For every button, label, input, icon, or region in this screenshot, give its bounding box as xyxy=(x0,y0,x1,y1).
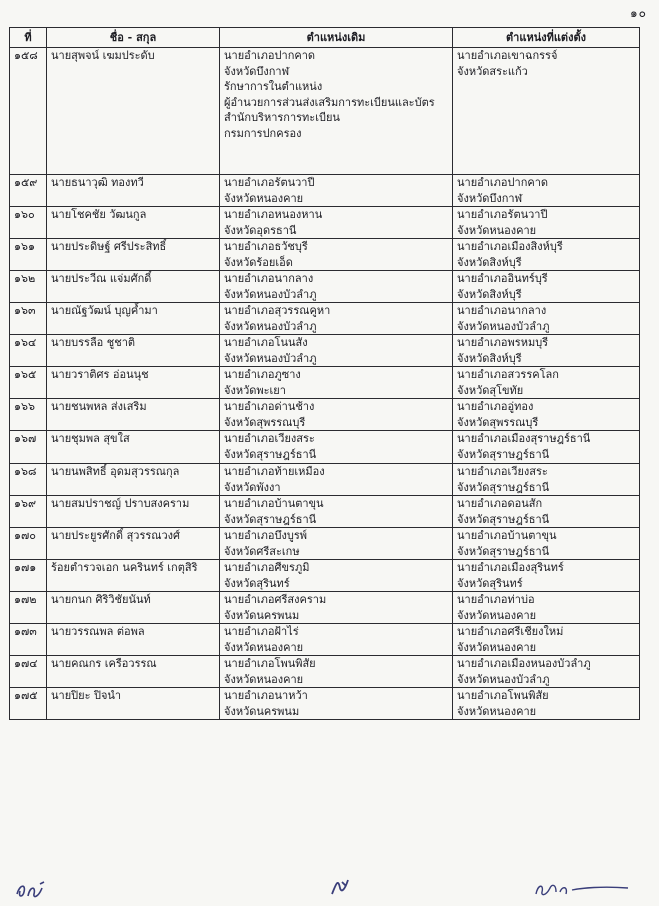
new-position-cell xyxy=(453,399,640,431)
new-position-line: นายอำเภอปากคาด xyxy=(457,176,549,189)
new-position-line: จังหวัดสุพรรณบุรี xyxy=(457,415,539,429)
table-row xyxy=(10,48,640,175)
person-name: นายประยูรศักดิ์ สุวรรณวงศ์ xyxy=(47,528,220,560)
old-position-line: จังหวัดพังงา xyxy=(224,480,281,494)
new-position-line: จังหวัดหนองคาย xyxy=(457,640,537,654)
person-name: นายคณกร เครือวรรณ xyxy=(47,656,220,688)
old-position-line: จังหวัดร้อยเอ็ด xyxy=(224,255,293,269)
person-name: นายชุมพล สุขใส xyxy=(47,431,220,464)
old-position-cell xyxy=(220,48,453,175)
row-number: ๑๗๒ xyxy=(10,592,47,624)
row-number: ๑๖๗ xyxy=(10,431,47,464)
old-position-line: นายอำเภอปากคาด xyxy=(224,49,316,62)
row-number: ๑๕๙ xyxy=(10,175,47,207)
new-position-line: นายอำเภอเมืองสุรินทร์ xyxy=(457,561,564,574)
old-position-line: นายอำเภอด่านช้าง xyxy=(224,400,315,413)
old-position-cell xyxy=(220,656,453,688)
new-position-line: จังหวัดหนองบัวลำภู xyxy=(457,319,550,333)
new-position-line: จังหวัดสุราษฎร์ธานี xyxy=(457,512,550,526)
new-position-cell xyxy=(453,624,640,656)
new-position-cell xyxy=(453,271,640,303)
initials-signature-left xyxy=(14,878,50,902)
old-position-cell xyxy=(220,335,453,367)
old-position-line: จังหวัดหนองคาย xyxy=(224,191,304,205)
old-position-cell xyxy=(220,431,453,464)
new-position-cell xyxy=(453,367,640,399)
table-row xyxy=(10,335,640,367)
new-position-cell xyxy=(453,688,640,720)
old-position-line: จังหวัดสุรินทร์ xyxy=(224,576,290,590)
person-name: นายชนพหล ส่งเสริม xyxy=(47,399,220,431)
new-position-line: จังหวัดหนองบัวลำภู xyxy=(457,672,550,686)
table-body xyxy=(10,48,640,720)
new-position-cell xyxy=(453,48,640,175)
new-position-line: จังหวัดบึงกาฬ xyxy=(457,191,523,205)
new-position-line: จังหวัดหนองคาย xyxy=(457,223,537,237)
initials-signature-middle xyxy=(328,874,352,898)
old-position-line: จังหวัดพะเยา xyxy=(224,383,286,397)
new-position-line: นายอำเภอนากลาง xyxy=(457,304,547,317)
row-number: ๑๕๘ xyxy=(10,48,47,175)
old-position-line: นายอำเภอโนนสัง xyxy=(224,336,308,349)
new-position-line: นายอำเภอบ้านตาขุน xyxy=(457,529,557,542)
new-position-line: นายอำเภอศรีเชียงใหม่ xyxy=(457,625,564,638)
table-row xyxy=(10,560,640,592)
new-position-cell xyxy=(453,335,640,367)
table-row xyxy=(10,399,640,431)
table-row xyxy=(10,207,640,239)
old-position-line: ผู้อำนวยการส่วนส่งเสริมการทะเบียนและบัตร xyxy=(224,95,435,109)
table-row xyxy=(10,303,640,335)
table-row xyxy=(10,367,640,399)
new-position-line: นายอำเภอเมืองสุราษฎร์ธานี xyxy=(457,432,591,445)
old-position-line: นายอำเภอศีขรภูมิ xyxy=(224,561,310,574)
table-row xyxy=(10,175,640,207)
old-position-cell xyxy=(220,303,453,335)
row-number: ๑๖๒ xyxy=(10,271,47,303)
person-name: นายวรรณพล ต่อพล xyxy=(47,624,220,656)
header-old-position: ตำแหน่งเดิม xyxy=(220,28,453,48)
new-position-line: นายอำเภอเขาฉกรรจ์ xyxy=(457,49,558,62)
old-position-line: นายอำเภอหนองหาน xyxy=(224,208,323,221)
old-position-line: จังหวัดหนองบัวลำภู xyxy=(224,287,317,301)
person-name: นายวราติศร อ่อนนุช xyxy=(47,367,220,399)
new-position-line: นายอำเภอดอนสัก xyxy=(457,497,543,510)
old-position-cell xyxy=(220,624,453,656)
header-no: ที่ xyxy=(10,28,47,48)
table-row xyxy=(10,688,640,720)
old-position-cell xyxy=(220,464,453,496)
new-position-cell xyxy=(453,431,640,464)
old-position-line: จังหวัดสุราษฎร์ธานี xyxy=(224,447,317,461)
table-row xyxy=(10,496,640,528)
new-position-line: นายอำเภอรัตนวาปี xyxy=(457,208,548,221)
new-position-cell xyxy=(453,528,640,560)
old-position-cell xyxy=(220,592,453,624)
old-position-line: จังหวัดอุดรธานี xyxy=(224,223,297,237)
table-row xyxy=(10,271,640,303)
old-position-line: จังหวัดหนองบัวลำภู xyxy=(224,319,317,333)
new-position-line: นายอำเภอสวรรคโลก xyxy=(457,368,559,381)
new-position-line: จังหวัดสิงห์บุรี xyxy=(457,255,522,269)
old-position-cell xyxy=(220,399,453,431)
table-row xyxy=(10,239,640,271)
new-position-line: จังหวัดสุราษฎร์ธานี xyxy=(457,480,550,494)
old-position-line: จังหวัดนครพนม xyxy=(224,704,300,718)
old-position-line: จังหวัดสุพรรณบุรี xyxy=(224,415,306,429)
person-name: นายสุพจน์ เฆมประดับ xyxy=(47,48,220,175)
old-position-line: นายอำเภอรัตนวาปี xyxy=(224,176,315,189)
new-position-line: จังหวัดสิงห์บุรี xyxy=(457,351,522,365)
new-position-cell xyxy=(453,592,640,624)
row-number: ๑๖๓ xyxy=(10,303,47,335)
old-position-cell xyxy=(220,528,453,560)
row-number: ๑๖๔ xyxy=(10,335,47,367)
person-name: นายบรรลือ ชูชาติ xyxy=(47,335,220,367)
old-position-cell xyxy=(220,560,453,592)
person-name: นายประวีณ แจ่มศักดิ์ xyxy=(47,271,220,303)
row-number: ๑๖๘ xyxy=(10,464,47,496)
table-row xyxy=(10,624,640,656)
new-position-line: นายอำเภอเวียงสระ xyxy=(457,465,548,478)
old-position-line: จังหวัดหนองคาย xyxy=(224,640,304,654)
new-position-cell xyxy=(453,239,640,271)
appointment-table xyxy=(9,27,640,720)
person-name: นายนพสิทธิ์ อุดมสุวรรณกุล xyxy=(47,464,220,496)
new-position-line: นายอำเภอท่าบ่อ xyxy=(457,593,535,606)
new-position-line: จังหวัดสระแก้ว xyxy=(457,64,528,78)
old-position-line: รักษาการในตำแหน่ง xyxy=(224,80,323,93)
old-position-line: สำนักบริหารการทะเบียน xyxy=(224,111,340,124)
row-number: ๑๗๔ xyxy=(10,656,47,688)
new-position-line: นายอำเภอโพนพิสัย xyxy=(457,689,549,702)
old-position-cell xyxy=(220,271,453,303)
new-position-line: จังหวัดหนองคาย xyxy=(457,704,537,718)
old-position-line: จังหวัดบึงกาฬ xyxy=(224,64,290,78)
new-position-cell xyxy=(453,303,640,335)
old-position-cell xyxy=(220,496,453,528)
row-number: ๑๗๐ xyxy=(10,528,47,560)
new-position-cell xyxy=(453,464,640,496)
row-number: ๑๖๖ xyxy=(10,399,47,431)
old-position-cell xyxy=(220,207,453,239)
old-position-line: นายอำเภอศรีสงคราม xyxy=(224,593,327,606)
old-position-line: นายอำเภอสุวรรณคูหา xyxy=(224,304,331,317)
old-position-line: นายอำเภอเวียงสระ xyxy=(224,432,315,445)
table-header-row xyxy=(10,28,640,48)
table-row xyxy=(10,592,640,624)
old-position-line: นายอำเภอภูซาง xyxy=(224,368,301,381)
table-row xyxy=(10,464,640,496)
person-name: นายกนก ศิริวิชัยนันท์ xyxy=(47,592,220,624)
table-row xyxy=(10,656,640,688)
person-name: นายธนาวุฒิ ทองทวี xyxy=(47,175,220,207)
table-row xyxy=(10,528,640,560)
new-position-cell xyxy=(453,560,640,592)
row-number: ๑๗๑ xyxy=(10,560,47,592)
new-position-line: นายอำเภออู่ทอง xyxy=(457,400,534,413)
new-position-line: นายอำเภออินทร์บุรี xyxy=(457,272,548,285)
new-position-cell xyxy=(453,207,640,239)
old-position-line: นายอำเภอนาหว้า xyxy=(224,689,308,702)
old-position-cell xyxy=(220,367,453,399)
old-position-line: จังหวัดหนองบัวลำภู xyxy=(224,351,317,365)
old-position-line: จังหวัดศรีสะเกษ xyxy=(224,544,300,558)
row-number: ๑๖๕ xyxy=(10,367,47,399)
old-position-cell xyxy=(220,688,453,720)
page-number: ๑๐ xyxy=(630,6,647,20)
old-position-line: นายอำเภอบึงบูรพ์ xyxy=(224,529,308,542)
person-name: นายโชคชัย วัฒนกูล xyxy=(47,207,220,239)
old-position-cell xyxy=(220,175,453,207)
old-position-line: นายอำเภอธวัชบุรี xyxy=(224,240,308,253)
old-position-line: นายอำเภอท้ายเหมือง xyxy=(224,465,325,478)
person-name: นายปิยะ ปิจนำ xyxy=(47,688,220,720)
row-number: ๑๖๐ xyxy=(10,207,47,239)
new-position-cell xyxy=(453,496,640,528)
new-position-cell xyxy=(453,656,640,688)
header-new-position: ตำแหน่งที่แต่งตั้ง xyxy=(453,28,640,48)
old-position-cell xyxy=(220,239,453,271)
new-position-line: จังหวัดสุราษฎร์ธานี xyxy=(457,447,550,461)
new-position-line: จังหวัดสุราษฎร์ธานี xyxy=(457,544,550,558)
old-position-line: นายอำเภอนากลาง xyxy=(224,272,314,285)
row-number: ๑๗๓ xyxy=(10,624,47,656)
row-number: ๑๖๙ xyxy=(10,496,47,528)
old-position-line: จังหวัดนครพนม xyxy=(224,608,300,622)
old-position-line: นายอำเภอฝ้าไร่ xyxy=(224,625,299,638)
row-number: ๑๖๑ xyxy=(10,239,47,271)
person-name: ร้อยตำรวจเอก นครินทร์ เกตุสิริ xyxy=(47,560,220,592)
old-position-line: นายอำเภอโพนพิสัย xyxy=(224,657,316,670)
new-position-line: จังหวัดสุโขทัย xyxy=(457,383,524,397)
old-position-line: จังหวัดหนองคาย xyxy=(224,672,304,686)
new-position-line: จังหวัดสุรินทร์ xyxy=(457,576,523,590)
person-name: นายสมปราชญ์ ปราบสงคราม xyxy=(47,496,220,528)
table-row xyxy=(10,431,640,464)
header-name: ชื่อ - สกุล xyxy=(47,28,220,48)
new-position-line: นายอำเภอพรหมบุรี xyxy=(457,336,549,349)
new-position-cell xyxy=(453,175,640,207)
old-position-line: นายอำเภอบ้านตาขุน xyxy=(224,497,324,510)
new-position-line: นายอำเภอเมืองสิงห์บุรี xyxy=(457,240,563,253)
initials-signature-right xyxy=(532,876,632,902)
new-position-line: นายอำเภอเมืองหนองบัวลำภู xyxy=(457,657,591,670)
old-position-line: กรมการปกครอง xyxy=(224,126,302,140)
new-position-line: จังหวัดหนองคาย xyxy=(457,608,537,622)
row-number: ๑๗๕ xyxy=(10,688,47,720)
person-name: นายประดิษฐ์ ศรีประสิทธิ์ xyxy=(47,239,220,271)
old-position-line: จังหวัดสุราษฎร์ธานี xyxy=(224,512,317,526)
new-position-line: จังหวัดสิงห์บุรี xyxy=(457,287,522,301)
person-name: นายณัฐวัฒน์ บุญค้ำมา xyxy=(47,303,220,335)
